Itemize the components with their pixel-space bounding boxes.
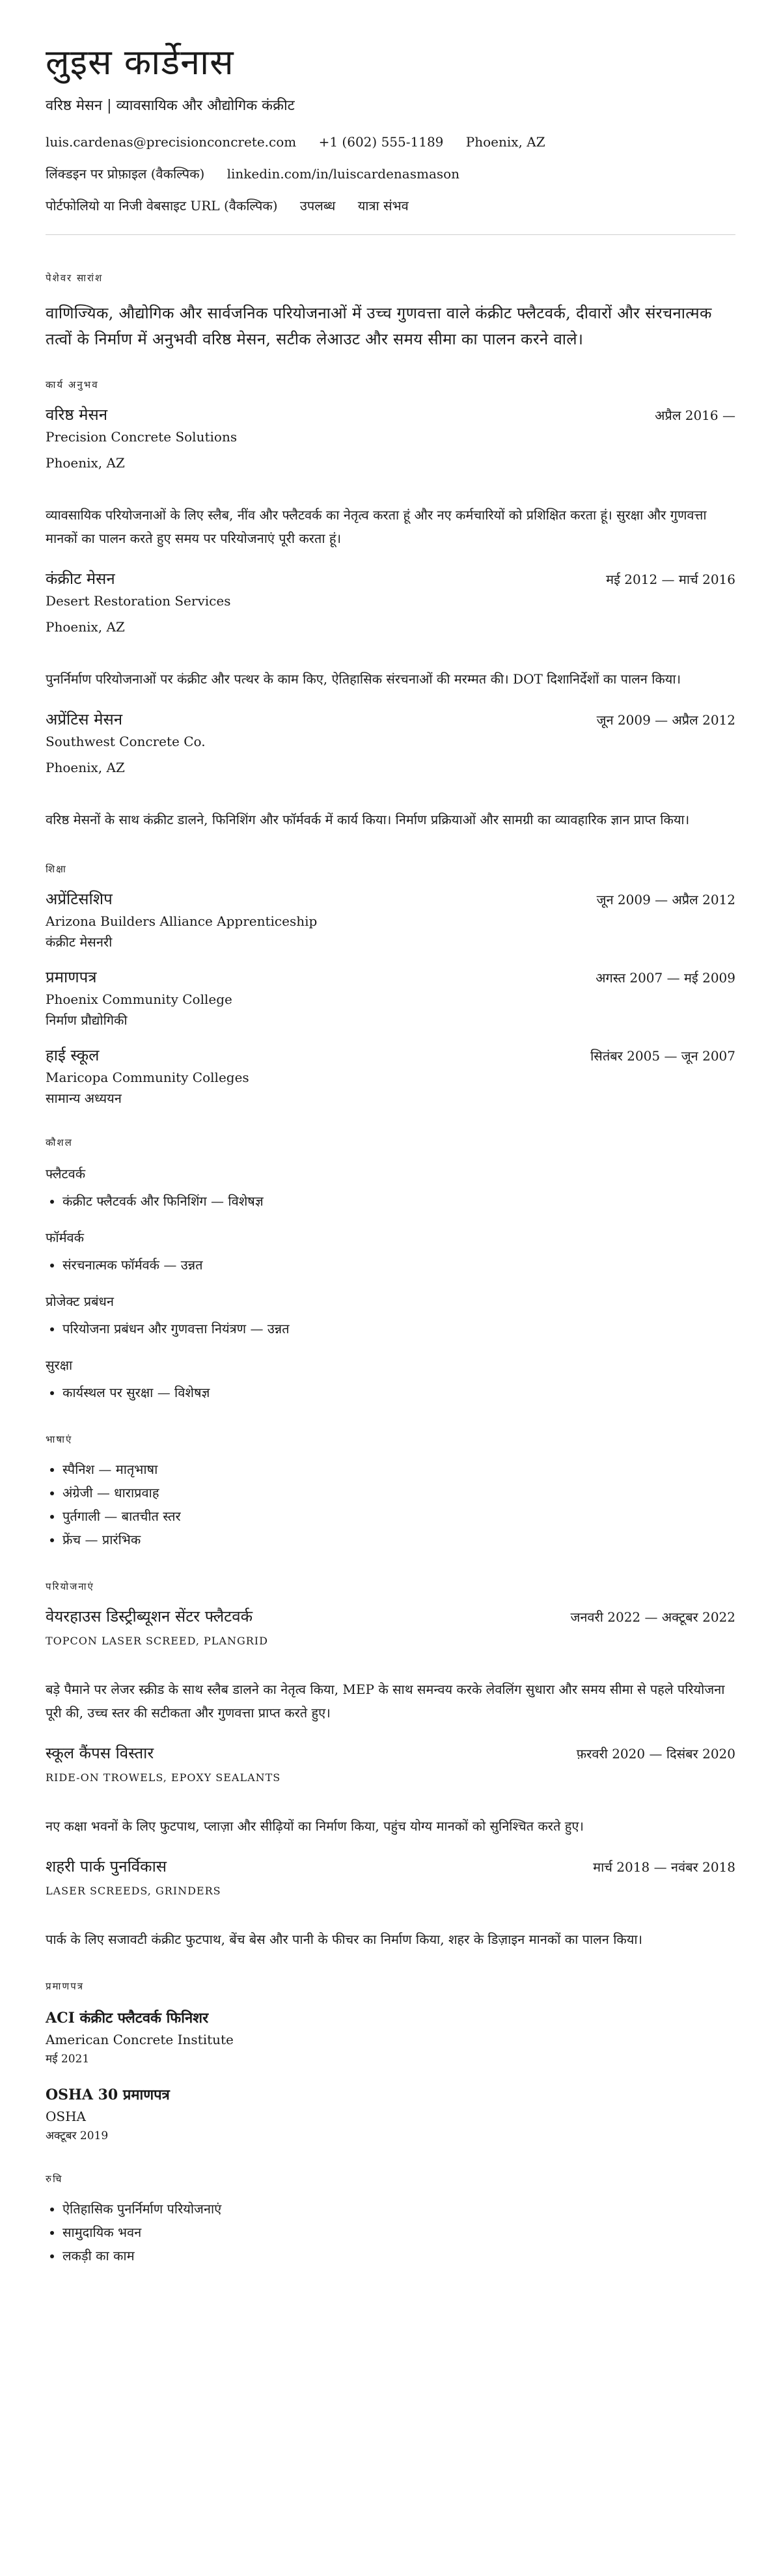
interest-item: • ऐतिहासिक पुनर्निर्माण परियोजनाएं bbox=[62, 2197, 735, 2221]
portfolio-label: पोर्टफोलियो या निजी वेबसाइट URL (वैकल्पिक) bbox=[46, 198, 278, 214]
certification-title: ACI कंक्रीट फ्लैटवर्क फिनिशर bbox=[46, 2010, 209, 2027]
project-description: पार्क के लिए सजावटी कंक्रीट फुटपाथ, बेंच बेस और पानी के फीचर का निर्माण किया, शहर के डिज़ाइन मानकों का पालन किया। bbox=[46, 1932, 643, 1947]
skills-heading: कौशल bbox=[46, 1137, 73, 1148]
certifications-heading: प्रमाणपत्र bbox=[46, 1980, 85, 1992]
education-dates: अगस्त 2007 — मई 2009 bbox=[596, 970, 735, 986]
project-title: स्कूल कैंपस विस्तार bbox=[46, 1744, 154, 1762]
field-of-study: सामान्य अध्ययन bbox=[46, 1090, 122, 1106]
linkedin-label: लिंक्डइन पर प्रोफ़ाइल (वैकल्पिक) bbox=[46, 166, 205, 182]
project-item bbox=[46, 1743, 735, 1838]
project-item bbox=[46, 1606, 735, 1724]
field-of-study: कंक्रीट मेसनरी bbox=[46, 934, 113, 950]
skill-item: • परियोजना प्रबंधन और गुणवत्ता नियंत्रण — उन्नत bbox=[62, 1317, 735, 1340]
project-technologies: LASER SCREEDS, GRINDERS bbox=[46, 1885, 221, 1897]
projects-heading: परियोजनाएं bbox=[46, 1581, 94, 1592]
education-dates: जून 2009 — अप्रैल 2012 bbox=[596, 892, 735, 907]
experience-item bbox=[46, 404, 735, 550]
skill-list bbox=[46, 1253, 735, 1277]
job-title: अप्रेंटिस मेसन bbox=[46, 710, 123, 728]
education-item bbox=[46, 967, 735, 1029]
summary-text: वाणिज्यिक, औद्योगिक और सार्वजनिक परियोजनाओं में उच्च गुणवत्ता वाले कंक्रीट फ्लैटवर्क, दीवारों और संरचनात्मक तत्वों के निर्माण में अनुभवी वरिष्ठ मेसन, सटीक लेआउट और समय सीमा का पालन करने वाले। bbox=[46, 304, 712, 348]
language-item: • फ्रेंच — प्रारंभिक bbox=[62, 1528, 735, 1551]
company-name: Desert Restoration Services bbox=[46, 593, 231, 609]
languages-heading: भाषाएं bbox=[46, 1433, 73, 1445]
education-item bbox=[46, 889, 735, 951]
degree-title: अप्रेंटिसशिप bbox=[46, 890, 113, 908]
language-item: • पुर्तगाली — बातचीत स्तर bbox=[62, 1504, 735, 1528]
skill-item: • संरचनात्मक फॉर्मवर्क — उन्नत bbox=[62, 1253, 735, 1277]
certification-issuer: American Concrete Institute bbox=[46, 2032, 234, 2047]
interests-heading: रुचि bbox=[46, 2173, 63, 2185]
skill-group-title: फ्लैटवर्क bbox=[46, 1166, 86, 1182]
project-dates: जनवरी 2022 — अक्टूबर 2022 bbox=[570, 1609, 735, 1625]
skill-list bbox=[46, 1189, 735, 1213]
language-item: • अंग्रेजी — धाराप्रवाह bbox=[62, 1481, 735, 1504]
certification-date: अक्टूबर 2019 bbox=[46, 2129, 109, 2142]
project-dates: फ़रवरी 2020 — दिसंबर 2020 bbox=[576, 1746, 735, 1762]
candidate-name: लुइस कार्डेनास bbox=[46, 42, 234, 83]
header-divider bbox=[46, 234, 735, 235]
school-name: Maricopa Community Colleges bbox=[46, 1070, 249, 1085]
linkedin-link[interactable]: linkedin.com/in/luiscardenasmason bbox=[226, 166, 460, 182]
contact-row-extra bbox=[46, 197, 735, 215]
project-title: शहरी पार्क पुनर्विकास bbox=[46, 1857, 167, 1876]
project-technologies: RIDE-ON TROWELS, EPOXY SEALANTS bbox=[46, 1771, 281, 1784]
experience-item bbox=[46, 568, 735, 691]
contact-row-links bbox=[46, 165, 735, 183]
certification-title: OSHA 30 प्रमाणपत्र bbox=[46, 2086, 170, 2103]
job-location: Phoenix, AZ bbox=[46, 455, 125, 471]
interest-list bbox=[46, 2197, 735, 2267]
location-text: Phoenix, AZ bbox=[465, 134, 545, 150]
job-dates: जून 2009 — अप्रैल 2012 bbox=[596, 712, 735, 728]
project-description: नए कक्षा भवनों के लिए फुटपाथ, प्लाज़ा और सीढ़ियों का निर्माण किया, पहुंच योग्य मानकों को सुनिश्चित करते हुए। bbox=[46, 1818, 584, 1834]
job-location: Phoenix, AZ bbox=[46, 760, 125, 775]
email-link[interactable]: luis.cardenas@precisionconcrete.com bbox=[46, 134, 297, 150]
job-dates: अप्रैल 2016 — bbox=[655, 408, 735, 423]
education-dates: सितंबर 2005 — जून 2007 bbox=[590, 1048, 735, 1064]
experience-heading: कार्य अनुभव bbox=[46, 379, 99, 391]
project-title: वेयरहाउस डिस्ट्रीब्यूशन सेंटर फ्लैटवर्क bbox=[46, 1607, 253, 1626]
company-name: Southwest Concrete Co. bbox=[46, 734, 206, 749]
job-title: कंक्रीट मेसन bbox=[46, 570, 115, 588]
project-technologies: TOPCON LASER SCREED, PLANGRID bbox=[46, 1635, 268, 1647]
company-name: Precision Concrete Solutions bbox=[46, 429, 238, 445]
language-list bbox=[46, 1458, 735, 1551]
education-item bbox=[46, 1045, 735, 1107]
project-description: बड़े पैमाने पर लेजर स्क्रीड के साथ स्लैब डालने का नेतृत्व किया, MEP के साथ समन्वय करके लेवलिंग सुधारा और समय सीमा से पहले परियोजना पूरी की, उच्च स्तर की सटीकता और गुणवत्ता प्राप्त करते हुए। bbox=[46, 1682, 725, 1721]
skill-group-title: सुरक्षा bbox=[46, 1357, 73, 1373]
project-dates: मार्च 2018 — नवंबर 2018 bbox=[593, 1859, 735, 1875]
summary-heading: पेशेवर सारांश bbox=[46, 272, 103, 284]
skill-group-title: प्रोजेक्ट प्रबंधन bbox=[46, 1294, 114, 1309]
skill-group-title: फॉर्मवर्क bbox=[46, 1230, 85, 1245]
skill-item: • कंक्रीट फ्लैटवर्क और फिनिशिंग — विशेषज्ञ bbox=[62, 1189, 735, 1213]
travel-text: यात्रा संभव bbox=[357, 198, 409, 214]
certification-item bbox=[46, 2085, 735, 2144]
job-description: व्यावसायिक परियोजनाओं के लिए स्लैब, नींव और फ्लैटवर्क का नेतृत्व करता हूं और नए कर्मचारियों को प्रशिक्षित करता हूं। सुरक्षा और गुणवत्ता मानकों का पालन करते हुए समय पर परियोजनाएं पूरी करता हूं। bbox=[46, 507, 707, 546]
degree-title: प्रमाणपत्र bbox=[46, 968, 97, 986]
field-of-study: निर्माण प्रौद्योगिकी bbox=[46, 1012, 128, 1028]
job-description: पुनर्निर्माण परियोजनाओं पर कंक्रीट और पत्थर के काम किए, ऐतिहासिक संरचनाओं की मरम्मत की। DOT दिशानिर्देशों का पालन किया। bbox=[46, 671, 681, 687]
certification-item bbox=[46, 2008, 735, 2067]
job-dates: मई 2012 — मार्च 2016 bbox=[606, 572, 735, 587]
project-item bbox=[46, 1856, 735, 1951]
school-name: Arizona Builders Alliance Apprenticeship bbox=[46, 913, 318, 929]
job-location: Phoenix, AZ bbox=[46, 619, 125, 635]
experience-item bbox=[46, 709, 735, 831]
skill-list bbox=[46, 1317, 735, 1340]
school-name: Phoenix Community College bbox=[46, 991, 232, 1007]
phone-text[interactable]: +1 (602) 555-1189 bbox=[318, 134, 444, 150]
interest-item: • सामुदायिक भवन bbox=[62, 2221, 735, 2244]
candidate-headline: वरिष्ठ मेसन | व्यावसायिक और औद्योगिक कंक्रीट bbox=[46, 98, 295, 114]
certification-date: मई 2021 bbox=[46, 2053, 90, 2066]
job-description: वरिष्ठ मेसनों के साथ कंक्रीट डालने, फिनिशिंग और फॉर्मवर्क में कार्य किया। निर्माण प्रक्रियाओं और सामग्री का व्यावहारिक ज्ञान प्राप्त किया। bbox=[46, 812, 690, 827]
interest-item: • लकड़ी का काम bbox=[62, 2244, 735, 2267]
contact-row bbox=[46, 133, 735, 151]
certification-issuer: OSHA bbox=[46, 2109, 86, 2124]
skill-list bbox=[46, 1381, 735, 1404]
degree-title: हाई स्कूल bbox=[46, 1046, 100, 1064]
skill-item: • कार्यस्थल पर सुरक्षा — विशेषज्ञ bbox=[62, 1381, 735, 1404]
education-heading: शिक्षा bbox=[46, 863, 67, 875]
job-title: वरिष्ठ मेसन bbox=[46, 406, 108, 424]
availability-text: उपलब्ध bbox=[299, 198, 336, 214]
language-item: • स्पैनिश — मातृभाषा bbox=[62, 1458, 735, 1481]
